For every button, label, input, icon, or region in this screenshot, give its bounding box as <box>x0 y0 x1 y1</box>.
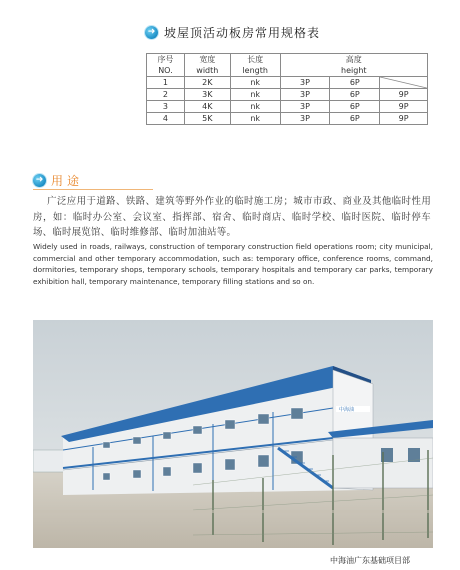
usage-heading <box>33 172 83 189</box>
usage-text-en: Widely used in roads, railways, construction of temporary construction field operations room; city municipal, commercial and other temporary accommodation, such as: temporary office, conference rooms, command, dormitories, temporary shops, temporary schools, temporary hospitals and temporary car parks, temporary exhibition hall, temporary maintenance, temporary filling stations and so on. <box>33 242 433 286</box>
arrow-circle-icon: ➜ <box>33 174 46 187</box>
arrow-circle-icon: ➜ <box>145 26 158 39</box>
spec-heading-title: 坡屋顶活动板房常用规格表 <box>164 26 321 40</box>
site-photo <box>33 320 433 548</box>
table-row: 3 4K nk 3P 6P 9P <box>147 101 428 113</box>
header-length: 长度 length <box>230 54 280 77</box>
empty-cell-diagonal <box>380 77 428 89</box>
header-no: 序号 NO. <box>147 54 185 77</box>
table-row: 1 2K nk 3P 6P <box>147 77 428 89</box>
heading-underline <box>33 189 153 190</box>
usage-heading-title: 用途 <box>51 174 84 188</box>
header-width: 宽度 width <box>184 54 230 77</box>
table-row: 4 5K nk 3P 6P 9P <box>147 113 428 125</box>
table-row: 2 3K nk 3P 6P 9P <box>147 89 428 101</box>
usage-text-zh: 广泛应用于道路、铁路、建筑等野外作业的临时施工房；城市市政、商业及其他临时性用房，如：临时办公室、会议室、指挥部、宿舍、临时商店、临时学校、临时医院、临时停车场、临时展览馆、临时维修部、临时加油站等。 <box>33 196 431 238</box>
spec-table <box>146 53 428 125</box>
building-sign: 中海油 <box>339 407 355 413</box>
header-height: 高度 height <box>280 54 427 77</box>
photo-caption: 中海油广东基础项目部 <box>330 556 410 565</box>
spec-heading <box>145 24 320 41</box>
